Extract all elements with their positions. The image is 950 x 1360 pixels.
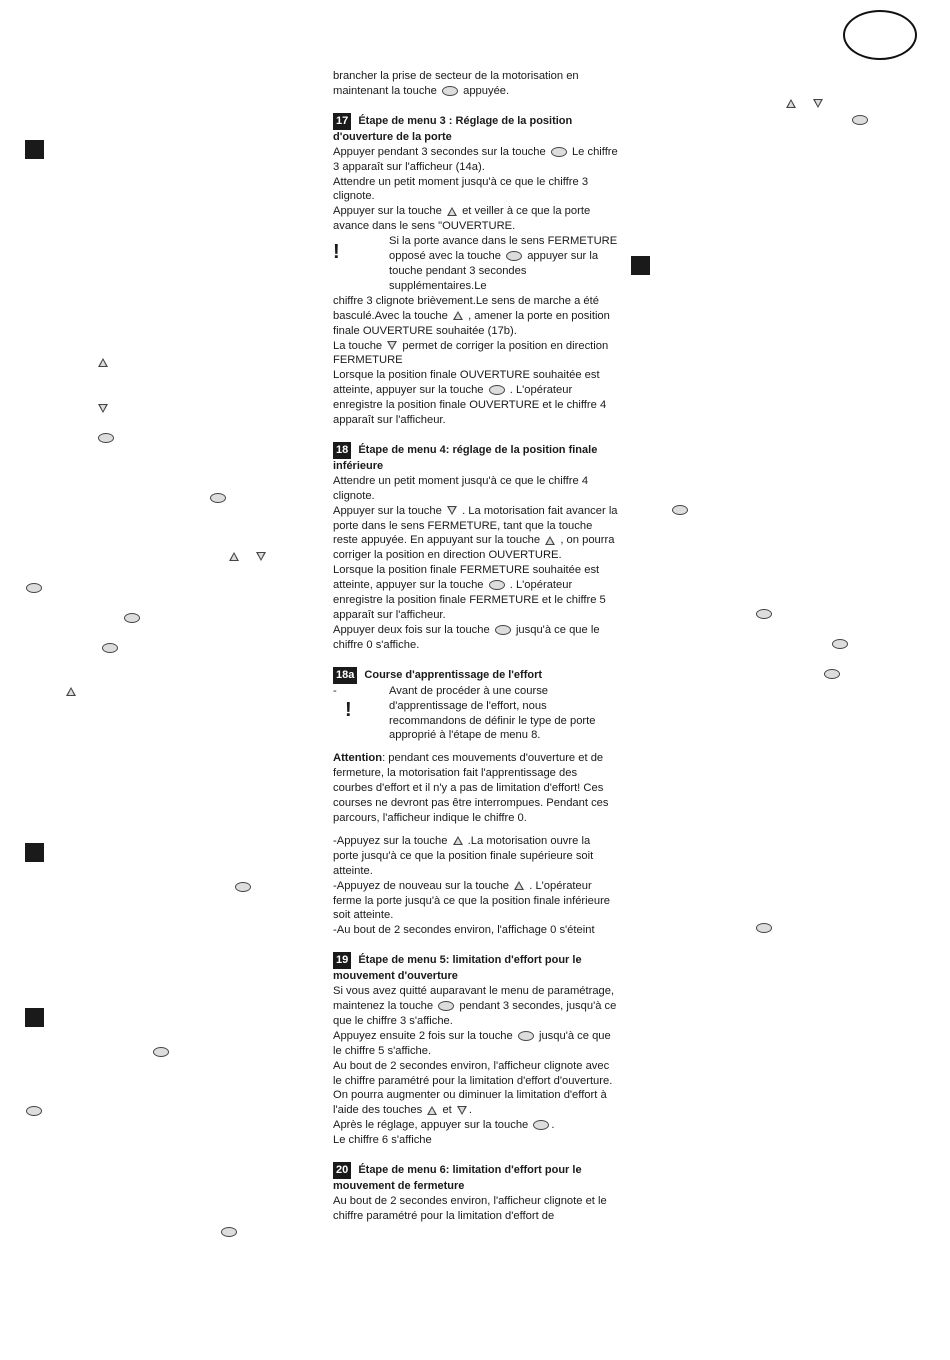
step-18-section [333, 442, 618, 653]
paragraph [333, 623, 618, 653]
text: Si la porte avance dans le sens FERMETURE opposé avec la touche [389, 235, 618, 263]
step-number-badge: 20 [333, 1162, 351, 1179]
instruction-column [333, 69, 618, 1224]
text: On pourra augmenter ou diminuer la limitation d'effort à l'aide des touches [333, 1089, 607, 1117]
up-key-icon [453, 836, 463, 845]
enter-key-icon [533, 1120, 549, 1130]
text: Appuyer sur la touche [333, 205, 442, 218]
paragraph [333, 145, 618, 175]
paragraph [333, 1088, 618, 1118]
down-key-icon [813, 99, 823, 108]
text: appuyer sur la touche pendant 3 secondes supplémentaires.Le [389, 250, 599, 292]
text: -Appuyez sur la touche [333, 834, 448, 847]
warning-block [333, 234, 618, 294]
paragraph [333, 984, 618, 1029]
intro-text-end: appuyée. [463, 84, 510, 97]
warning-block [333, 684, 618, 744]
intro-paragraph [333, 69, 618, 99]
section-marker-left-3 [25, 1008, 44, 1027]
text: chiffre 3 clignote brièvement.Le sens de marche a été basculé.Avec la touche [333, 294, 599, 322]
step-number-badge: 18a [333, 667, 357, 684]
section-marker-left-1 [25, 140, 44, 159]
step-title: Course d'apprentissage de l'effort [364, 668, 543, 681]
text: Après le réglage, appuyer sur la touche [333, 1119, 529, 1132]
attention-label: Attention [333, 752, 383, 765]
warning-icon: ! [345, 698, 352, 721]
paragraph [333, 879, 618, 924]
enter-key-icon [756, 923, 772, 933]
warning-text [333, 234, 618, 294]
step-17-heading [333, 113, 618, 145]
up-key-icon [447, 207, 457, 216]
text: . La motorisation fait avancer la porte dans le sens FERMETURE, tant que la touche reste appuyée. En appuyant sur la touche [333, 504, 618, 547]
warning-text: Avant de procéder à une course d'apprentissage de l'effort, nous recommandons de définir le type de porte approprié à l'étape de menu 8. [389, 684, 596, 742]
enter-key-icon [518, 1031, 534, 1041]
step-20-heading [333, 1162, 618, 1194]
text: La touche [333, 339, 383, 352]
text: , amener la porte en position finale OUVERTURE souhaitée (17b). [333, 309, 610, 337]
step-19-section [333, 952, 618, 1148]
paragraph: Au bout de 2 secondes environ, l'afficheur clignote avec le chiffre paramétré pour la limitation d'effort d'ouverture. [333, 1059, 613, 1087]
up-key-icon [786, 99, 796, 108]
text: et veiller à ce que la porte avance dans le sens "OUVERTURE. [333, 205, 591, 233]
enter-key-icon [438, 1001, 454, 1011]
step-number-badge: 17 [333, 113, 351, 130]
paragraph [333, 834, 618, 879]
enter-key-icon [495, 625, 511, 635]
attention-paragraph [333, 751, 618, 826]
text: Le chiffre 3 apparaît sur l'afficheur (14a). [333, 145, 618, 173]
text: .La motorisation ouvre la porte jusqu'à ce que la position finale supérieure soit atteinte. [333, 834, 594, 877]
text: Si vous avez quitté auparavant le menu de paramétrage, maintenez la touche [333, 985, 615, 1013]
step-number-badge: 18 [333, 442, 351, 459]
enter-key-icon [489, 385, 505, 395]
text: Lorsque la position finale OUVERTURE souhaitée est atteinte, appuyer sur la touche [333, 369, 600, 397]
paragraph [333, 368, 618, 428]
enter-key-icon [551, 147, 567, 157]
paragraph: -Au bout de 2 secondes environ, l'affichage 0 s'éteint [333, 924, 595, 937]
text: . L'opérateur ferme la porte jusqu'à ce que la position finale inférieure soit atteinte. [333, 879, 611, 922]
enter-key-icon [26, 1106, 42, 1116]
intro-text: brancher la prise de secteur de la motorisation en maintenant la touche [333, 70, 579, 97]
enter-key-icon [756, 609, 772, 619]
up-key-icon [98, 358, 108, 367]
enter-key-icon [672, 505, 688, 515]
step-title: Étape de menu 4: réglage de la position finale inférieure [333, 443, 598, 472]
enter-key-icon [124, 613, 140, 623]
paragraph: Attendre un petit moment jusqu'à ce que le chiffre 3 clignote. [333, 175, 589, 203]
text: pendant 3 secondes, jusqu'à ce que le chiffre 3 s'affiche. [333, 1000, 617, 1027]
text: Appuyer deux fois sur la touche [333, 623, 490, 636]
text: et [442, 1104, 452, 1117]
step-title: Étape de menu 5: limitation d'effort pour le mouvement d'ouverture [333, 954, 582, 983]
text: Appuyer sur la touche [333, 504, 442, 517]
text: permet de corriger la position en direction FERMETURE [333, 339, 609, 367]
step-18a-section [333, 667, 618, 939]
up-key-icon [514, 881, 524, 890]
text: jusqu'à ce que le chiffre 5 s'affiche. [333, 1029, 611, 1057]
text: Appuyer pendant 3 secondes sur la touche [333, 145, 546, 158]
warning-icon: ! [333, 241, 340, 264]
enter-key-icon [442, 86, 458, 96]
paragraph: Au bout de 2 secondes environ, l'afficheur clignote et le chiffre paramétré pour la limitation d'effort de [333, 1195, 607, 1222]
step-19-heading [333, 952, 618, 984]
paragraph [333, 563, 618, 623]
paragraph [333, 1029, 618, 1059]
text: -Appuyez de nouveau sur la touche [333, 879, 510, 892]
text: : pendant ces mouvements d'ouverture et de fermeture, la motorisation fait l'apprentissage des courbes d'effort et il n'y a pas de limitation d'effort! Ces courses ne devront pas être interrompues. Pendant ces parcours, l'afficheur indique le chiffre 0. [333, 752, 609, 824]
list-dash: - [333, 684, 337, 697]
paragraph [333, 504, 618, 564]
text: . [468, 1104, 472, 1117]
enter-key-icon [26, 583, 42, 593]
paragraph [333, 1118, 618, 1133]
text: . L'opérateur enregistre la position finale FERMETURE et le chiffre 5 apparaît sur l'afficheur. [333, 579, 606, 621]
down-key-icon [256, 552, 266, 561]
paragraph: Le chiffre 6 s'affiche [333, 1134, 432, 1147]
step-title: Étape de menu 3 : Réglage de la position d'ouverture de la porte [333, 114, 573, 143]
step-number-badge: 19 [333, 952, 351, 969]
text: Appuyez ensuite 2 fois sur la touche [333, 1029, 513, 1042]
enter-key-icon [506, 251, 522, 261]
text: , on pourra corriger la position en direction OUVERTURE. [333, 534, 615, 562]
down-key-icon [457, 1106, 467, 1115]
section-marker-left-2 [25, 843, 44, 862]
up-key-icon [229, 552, 239, 561]
enter-key-icon [210, 493, 226, 503]
up-key-icon [427, 1106, 437, 1115]
text: Lorsque la position finale FERMETURE souhaitée est atteinte, appuyer sur la touche [333, 564, 600, 592]
step-18a-heading [333, 667, 618, 684]
up-key-icon [453, 311, 463, 320]
enter-key-icon [102, 643, 118, 653]
language-badge-outline [843, 10, 917, 60]
enter-key-icon [832, 639, 848, 649]
paragraph [333, 294, 618, 339]
enter-key-icon [98, 433, 114, 443]
down-key-icon [98, 404, 108, 413]
text: jusqu'à ce que le chiffre 0 s'affiche. [333, 623, 600, 651]
up-key-icon [66, 687, 76, 696]
enter-key-icon [221, 1227, 237, 1237]
section-marker-right-1 [631, 256, 650, 275]
paragraph [333, 339, 618, 369]
text: . [551, 1119, 555, 1132]
enter-key-icon [235, 882, 251, 892]
step-17-section [333, 113, 618, 428]
down-key-icon [447, 506, 457, 515]
step-18-heading [333, 442, 618, 474]
enter-key-icon [824, 669, 840, 679]
text: . L'opérateur enregistre la position finale OUVERTURE et le chiffre 4 apparaît sur l'afficheur. [333, 384, 607, 427]
step-20-section [333, 1162, 618, 1224]
enter-key-icon [489, 580, 505, 590]
enter-key-icon [852, 115, 868, 125]
up-key-icon [545, 536, 555, 545]
enter-key-icon [153, 1047, 169, 1057]
paragraph [333, 204, 618, 234]
paragraph: Attendre un petit moment jusqu'à ce que le chiffre 4 clignote. [333, 474, 589, 502]
down-key-icon [387, 341, 397, 350]
step-title: Étape de menu 6: limitation d'effort pour le mouvement de fermeture [333, 1164, 582, 1193]
